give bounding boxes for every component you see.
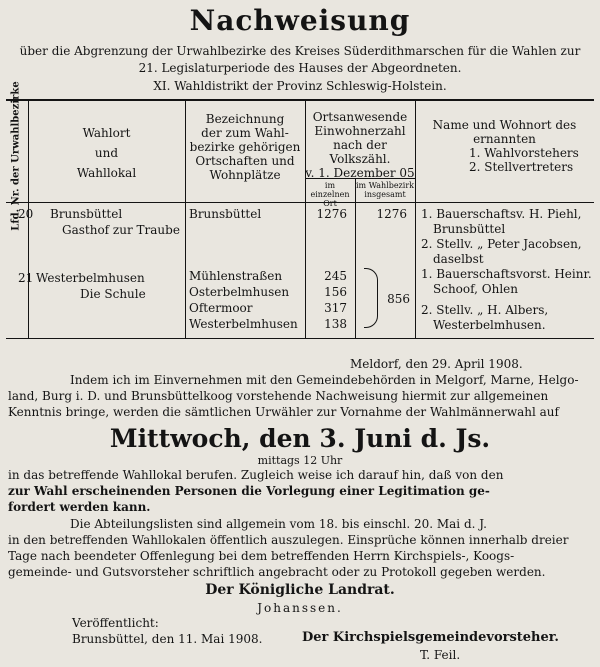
row-20-place: Brunsbüttel (189, 207, 262, 221)
para1-line-1: Indem ich im Einvernehmen mit den Gemeindebehörden in Melgorf, Marne, Helgo- (70, 373, 579, 387)
row-21-place-1: Mühlenstraßen (189, 269, 283, 283)
election-time: mittags 12 Uhr (257, 454, 343, 467)
para3-line-4: gemeinde- und Gutsvorsteher schriftlich angebracht oder zu Protokoll gegeben werden. (8, 565, 546, 579)
header-insgesamt: im Wahlbezirk insgesamt (356, 181, 414, 199)
row-21-person-1-place: Schoof, Ohlen (433, 282, 518, 296)
row-21-total: 856 (387, 292, 410, 306)
row-21-place-4: Westerbelmhusen (189, 317, 298, 331)
header-einzeln: im einzelnen Ort (310, 181, 350, 208)
row-21-person-2-place: Westerbelmhusen. (433, 318, 546, 332)
election-date: Mittwoch, den 3. Juni d. Js. (109, 424, 491, 453)
row-21-place-2: Osterbelmhusen (189, 285, 290, 299)
row-21-lokal: Die Schule (80, 287, 146, 301)
header-einwohnerzahl: Ortsanwesende Einwohnerzahl nach der Volkszähl. v. 1. Dezember 05 (305, 110, 415, 180)
row-20-person-1: 1. Bauerschaftsv. H. Piehl, (421, 207, 582, 221)
para2-line-3: fordert werden kann. (8, 500, 151, 514)
header-wahlort: Wahlort und Wahllokal (76, 126, 137, 180)
row-21-count-2: 156 (324, 285, 347, 299)
row-21-nr: 21 (18, 271, 34, 285)
row-20-person-1-place: Brunsbüttel (433, 222, 506, 236)
signature-name: Johanssen. (257, 601, 343, 615)
table-col-divider (355, 178, 356, 338)
row-20-person-2-place: daselbst (433, 252, 484, 266)
notice-title: Nachweisung (189, 4, 411, 37)
table-header-rule (6, 202, 594, 203)
publication-label: Veröffentlicht: (72, 616, 159, 630)
row-20-nr: 20 (18, 207, 34, 221)
dateline: Meldorf, den 29. April 1908. (350, 357, 523, 371)
row-20-ort: Brunsbüttel (50, 207, 123, 221)
para3-line-2: in den betreffenden Wahllokalen öffentlich auszulegen. Einsprüche können innerhalb dreier (8, 533, 569, 547)
table-top-rule (6, 99, 594, 101)
para1-line-3: Kenntnis bringe, werden die sämtlichen Urwähler zur Vornahme der Wahlmännerwahl auf (8, 405, 559, 419)
heading-line-2: 21. Legislaturperiode des Hauses der Abgeordneten. (138, 61, 462, 75)
row-21-person-1: 1. Bauerschaftsvorst. Heinr. (421, 267, 592, 281)
publication-office: Der Kirchspielsgemeindevorsteher. (302, 630, 559, 645)
row-21-count-1: 245 (324, 269, 347, 283)
heading-line-1: über die Abgrenzung der Urwahlbezirke des Kreises Süderdithmarschen für die Wahlen zur (19, 44, 581, 58)
row-21-count-4: 138 (324, 317, 347, 331)
header-personen: Name und Wohnort des ernannten 1. Wahlvorstehers 2. Stellvertreters (432, 118, 579, 174)
publication-name: T. Feil. (420, 648, 461, 662)
row-20-person-2: 2. Stellv. „ Peter Jacobsen, (421, 237, 582, 251)
table-bottom-rule (6, 338, 594, 339)
row-20-count: 1276 (316, 207, 347, 221)
row-21-place-3: Oftermoor (189, 301, 253, 315)
row-21-ort: Westerbelmhusen (36, 271, 145, 285)
signature-office: Der Königliche Landrat. (205, 582, 395, 598)
para2-line-2: zur Wahl erscheinenden Personen die Vorlegung einer Legitimation ge- (8, 484, 490, 498)
row-21-person-2: 2. Stellv. „ H. Albers, (421, 303, 549, 317)
heading-line-3: XI. Wahldistrikt der Provinz Schleswig-Holstein. (153, 79, 447, 93)
para3-line-3: Tage nach beendeter Offenlegung bei dem betreffenden Herrn Kirchspiels-, Koogs- (8, 549, 515, 563)
publication-place-date: Brunsbüttel, den 11. Mai 1908. (72, 632, 263, 646)
para1-line-2: land, Burg i. D. und Brunsbüttelkoog vorstehende Nachweisung hiermit zur allgemeinen (8, 389, 549, 403)
header-nr: Lfd. Nr. der Urwahlbezirke (10, 81, 22, 231)
row-20-total: 1276 (376, 207, 407, 221)
para2-line-1: in das betreffende Wahllokal berufen. Zugleich weise ich darauf hin, daß von den (8, 468, 504, 482)
header-ortschaften: Bezeichnung der zum Wahl- bezirke gehörigen Ortschaften und Wohnplätze (189, 112, 301, 182)
row-20-lokal: Gasthof zur Traube (62, 223, 180, 237)
row-21-count-3: 317 (324, 301, 347, 315)
para3-line-1: Die Abteilungslisten sind allgemein vom 18. bis einschl. 20. Mai d. J. (70, 517, 487, 531)
